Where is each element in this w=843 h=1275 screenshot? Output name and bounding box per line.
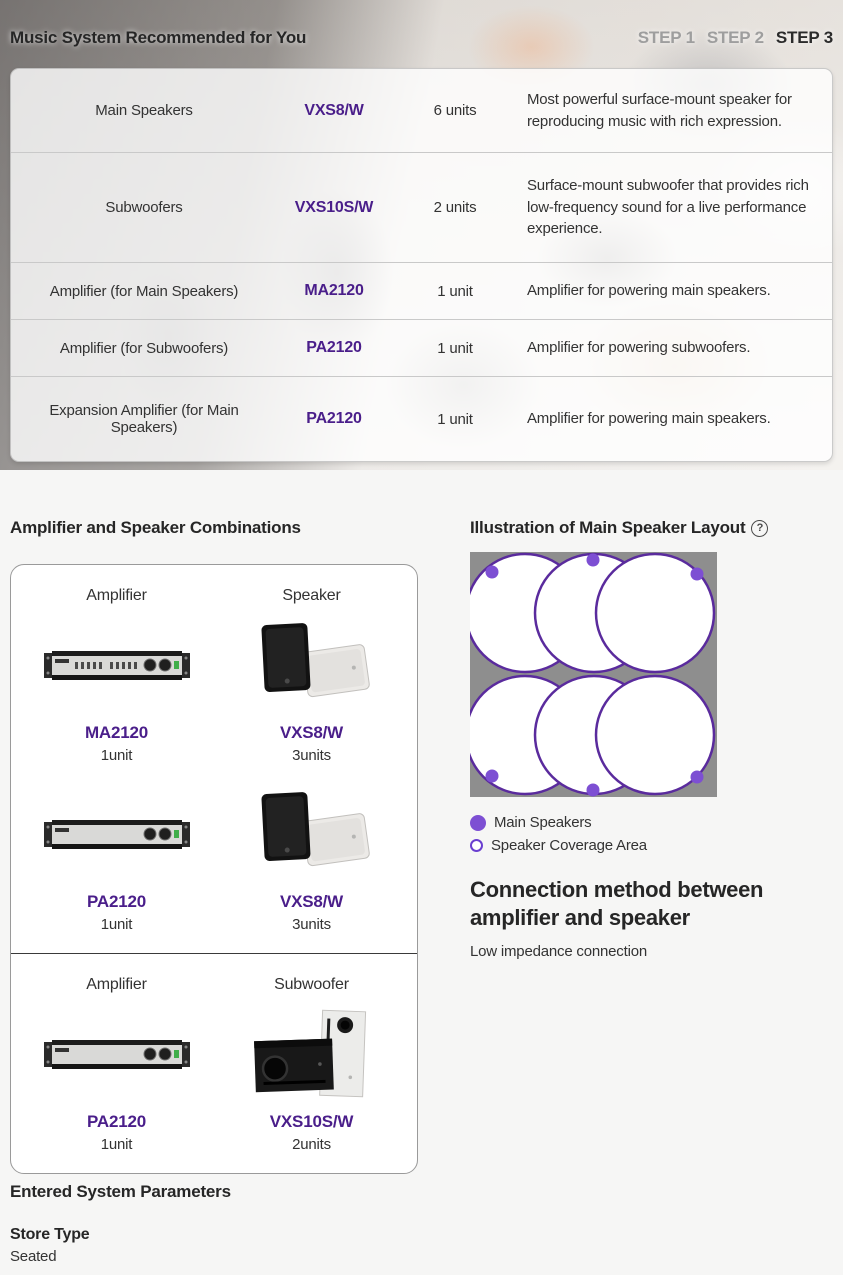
item-name: Subwoofers	[105, 199, 183, 216]
table-row	[11, 320, 832, 377]
amplifier-image	[19, 1006, 214, 1102]
combo-sub-qty: 2units	[292, 1136, 331, 1153]
combo-col-header-amplifier: Amplifier	[86, 587, 147, 604]
speaker-pair-image	[214, 617, 409, 713]
combinations-column	[10, 518, 420, 1174]
hero-photo-background	[0, 0, 843, 470]
item-name: Main Speakers	[95, 102, 193, 119]
item-name: Amplifier (for Main Speakers)	[49, 282, 239, 300]
combo-amp-qty: 1unit	[100, 747, 133, 764]
combo-speaker	[214, 778, 409, 947]
combo-speaker	[214, 609, 409, 778]
combo-spk-model: VXS8/W	[279, 723, 344, 742]
combo-spk-qty: 3units	[292, 916, 331, 933]
combo-amp-model: PA2120	[87, 1112, 146, 1131]
quantity: 1 unit	[437, 410, 473, 428]
main-speaker-dot-icon	[470, 815, 486, 831]
combo-col-header-subwoofer: Subwoofer	[274, 976, 349, 993]
layout-column	[470, 518, 833, 1174]
amplifier-image	[19, 617, 214, 713]
param-label-store-type: Store Type	[10, 1226, 90, 1243]
table-row	[11, 263, 832, 320]
connection-method-value: Low impedance connection	[470, 943, 647, 960]
layout-illustration-title: Illustration of Main Speaker Layout	[470, 518, 746, 537]
combo-amp-model: MA2120	[84, 723, 149, 742]
combo-pair	[19, 998, 409, 1167]
coverage-area-ring-icon	[470, 839, 483, 852]
item-name: Expansion Amplifier (for Main Speakers)	[49, 402, 239, 436]
combo-amp-qty: 1unit	[100, 916, 133, 933]
combinations-title: Amplifier and Speaker Combinations	[10, 518, 301, 537]
combo-col-header-speaker: Speaker	[282, 587, 341, 604]
page-title: Music System Recommended for You	[10, 28, 307, 47]
help-icon[interactable]: ?	[751, 520, 768, 537]
quantity: 1 unit	[437, 339, 473, 357]
speaker-pair-image	[214, 786, 409, 882]
entered-parameters	[10, 1182, 833, 1265]
model-link[interactable]: VXS10S/W	[294, 198, 374, 216]
item-name: Amplifier (for Subwoofers)	[59, 339, 229, 357]
model-link[interactable]: VXS8/W	[304, 101, 364, 119]
connection-method-title: Connection method between amplifier and speaker	[470, 877, 764, 930]
subwoofer-pair-image	[214, 1006, 409, 1102]
step-indicator	[638, 28, 833, 48]
step-2[interactable]: STEP 2	[706, 28, 764, 47]
combo-section-speakers	[11, 565, 417, 953]
speaker-layout-diagram	[470, 552, 833, 802]
legend-label: Main Speakers	[494, 814, 592, 831]
header-bar	[0, 14, 843, 62]
combo-section-subwoofers	[11, 953, 417, 1173]
lower-content	[10, 518, 833, 1174]
combo-pair	[19, 609, 409, 778]
model-link[interactable]: PA2120	[306, 410, 362, 427]
amplifier-image	[19, 786, 214, 882]
model-link[interactable]: PA2120	[306, 339, 362, 356]
quantity: 6 units	[433, 102, 477, 119]
description: Amplifier for powering main speakers.	[527, 410, 771, 428]
combo-amp-model: PA2120	[87, 892, 146, 911]
combo-sub-model: VXS10S/W	[269, 1112, 354, 1131]
description: Most powerful surface-mount speaker for reproducing music with rich expression.	[527, 90, 792, 130]
legend-label: Speaker Coverage Area	[491, 837, 647, 854]
quantity: 1 unit	[437, 282, 473, 300]
diagram-legend	[470, 814, 833, 854]
combo-subwoofer	[214, 998, 409, 1167]
table-row	[11, 153, 832, 263]
combo-amplifier	[19, 778, 214, 947]
combo-amplifier	[19, 998, 214, 1167]
model-link[interactable]: MA2120	[304, 282, 364, 299]
combo-pair	[19, 778, 409, 947]
table-row	[11, 377, 832, 461]
param-value-store-type: Seated	[10, 1248, 57, 1265]
combo-amp-qty: 1unit	[100, 1136, 133, 1153]
table-row	[11, 69, 832, 153]
step-1[interactable]: STEP 1	[637, 28, 695, 47]
combo-amplifier	[19, 609, 214, 778]
parameters-title: Entered System Parameters	[10, 1182, 231, 1201]
combo-col-header-amplifier: Amplifier	[86, 976, 147, 993]
description: Amplifier for powering main speakers.	[527, 282, 771, 300]
combinations-card	[10, 564, 418, 1174]
description: Amplifier for powering subwoofers.	[527, 339, 751, 357]
step-3[interactable]: STEP 3	[775, 28, 833, 47]
quantity: 2 units	[433, 199, 477, 216]
combo-spk-qty: 3units	[292, 747, 331, 764]
description: Surface-mount subwoofer that provides rich low-frequency sound for a live performance experience.	[527, 176, 809, 238]
recommendation-table	[10, 68, 833, 462]
combo-spk-model: VXS8/W	[279, 892, 344, 911]
